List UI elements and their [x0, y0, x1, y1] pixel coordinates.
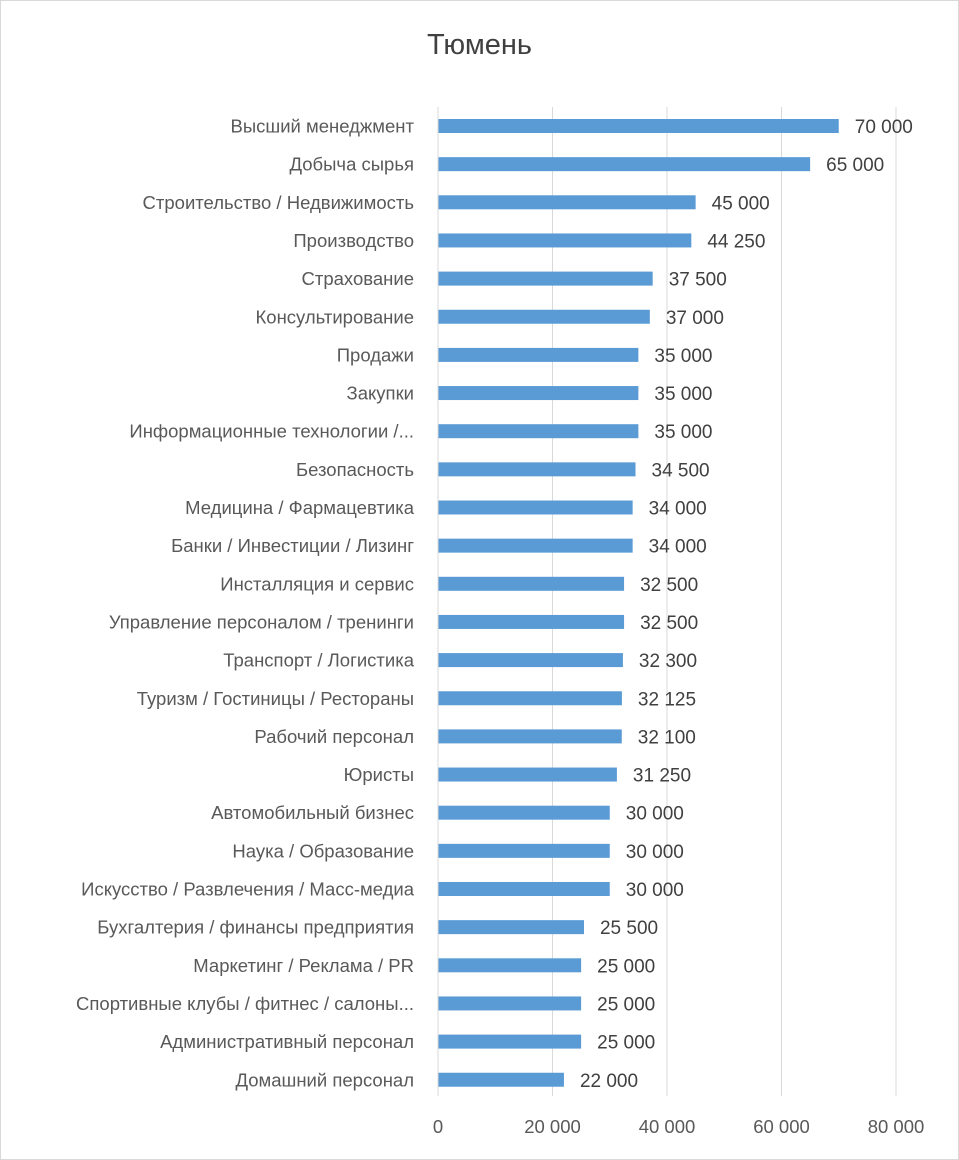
- data-label: 25 000: [597, 994, 656, 1016]
- bar: [438, 653, 623, 667]
- data-label: 44 250: [707, 231, 766, 253]
- category-label: Рабочий персонал: [254, 725, 414, 747]
- data-label: 25 500: [599, 918, 659, 940]
- bar: [438, 882, 610, 896]
- chart-title: Тюмень: [426, 29, 533, 61]
- data-label: 31 250: [632, 765, 692, 787]
- bar: [438, 424, 638, 438]
- data-label: 70 000: [854, 117, 913, 138]
- bar: [438, 195, 696, 209]
- category-label: Страхование: [301, 268, 414, 290]
- bar: [438, 577, 624, 591]
- bar: [438, 768, 617, 782]
- category-label: Управление персоналом / тренинги: [108, 611, 414, 633]
- category-label: Банки / Инвестиции / Лизинг: [171, 535, 414, 557]
- data-label: 34 000: [648, 536, 707, 558]
- data-label: 35 000: [654, 422, 713, 444]
- data-label: 37 500: [668, 269, 727, 291]
- category-label: Юристы: [343, 764, 414, 786]
- data-label: 25 000: [597, 956, 656, 978]
- category-label: Спортивные клубы / фитнес / салоны...: [76, 992, 414, 1014]
- bar: [438, 615, 624, 629]
- category-label: Высший менеджмент: [230, 115, 414, 137]
- category-label: Информационные технологии /...: [129, 420, 414, 442]
- data-label: 30 000: [625, 841, 684, 863]
- data-label: 35 000: [654, 384, 713, 406]
- category-label: Строительство / Недвижимость: [142, 191, 414, 213]
- bar: [438, 1073, 564, 1087]
- data-label: 30 000: [625, 880, 684, 901]
- bar-chart: [1, 1, 958, 1159]
- data-label: 25 000: [597, 1032, 656, 1054]
- data-label: 32 125: [637, 689, 697, 711]
- category-label: Туризм / Гостиницы / Рестораны: [136, 687, 414, 709]
- x-tick-label: 60 000: [753, 1116, 810, 1137]
- category-label: Инсталляция и сервис: [220, 573, 414, 595]
- data-label: 32 500: [640, 574, 699, 596]
- category-label: Производство: [293, 229, 414, 251]
- bar: [438, 539, 633, 553]
- bar: [438, 1035, 581, 1049]
- bar: [438, 996, 581, 1010]
- data-label: 32 100: [637, 727, 696, 749]
- data-label: 32 500: [640, 612, 699, 634]
- category-label: Транспорт / Логистика: [223, 649, 414, 671]
- data-label: 30 000: [625, 803, 684, 825]
- bar: [438, 729, 622, 743]
- data-label: 34 500: [651, 460, 710, 482]
- x-tick-label: 20 000: [524, 1116, 581, 1137]
- bar: [438, 386, 638, 400]
- category-label: Бухгалтерия / финансы предприятия: [97, 916, 414, 938]
- bar: [438, 310, 650, 324]
- bar: [438, 806, 610, 820]
- category-label: Искусство / Развлечения / Масс-медиа: [81, 878, 414, 900]
- x-tick-label: 40 000: [638, 1116, 696, 1137]
- bar: [438, 119, 839, 133]
- bar: [438, 233, 691, 247]
- bar: [438, 272, 653, 286]
- x-tick-label: 80 000: [867, 1116, 925, 1137]
- category-label: Наука / Образование: [232, 840, 414, 862]
- bar: [438, 501, 633, 515]
- data-label: 22 000: [579, 1070, 639, 1092]
- category-label: Автомобильный бизнес: [211, 802, 414, 824]
- bar: [438, 844, 610, 858]
- data-label: 32 300: [638, 651, 698, 673]
- category-label: Административный персонал: [160, 1031, 414, 1053]
- bar: [438, 348, 638, 362]
- bar: [438, 462, 636, 476]
- data-label: 65 000: [826, 155, 885, 177]
- category-label: Безопасность: [295, 458, 414, 480]
- category-label: Маркетинг / Реклама / PR: [193, 954, 414, 976]
- bar: [438, 157, 810, 171]
- data-label: 45 000: [711, 193, 770, 215]
- x-tick-label: 0: [432, 1116, 444, 1137]
- bar: [438, 920, 584, 934]
- bar: [438, 958, 581, 972]
- bar: [438, 691, 622, 705]
- category-label: Домашний персонал: [235, 1069, 414, 1091]
- category-label: Консультирование: [255, 306, 414, 328]
- data-label: 34 000: [648, 498, 707, 520]
- category-label: Добыча сырья: [289, 153, 414, 175]
- data-label: 35 000: [654, 345, 713, 367]
- data-label: 37 000: [665, 307, 724, 329]
- category-label: Продажи: [336, 344, 414, 366]
- category-label: Закупки: [346, 382, 414, 404]
- category-label: Медицина / Фармацевтика: [185, 497, 414, 518]
